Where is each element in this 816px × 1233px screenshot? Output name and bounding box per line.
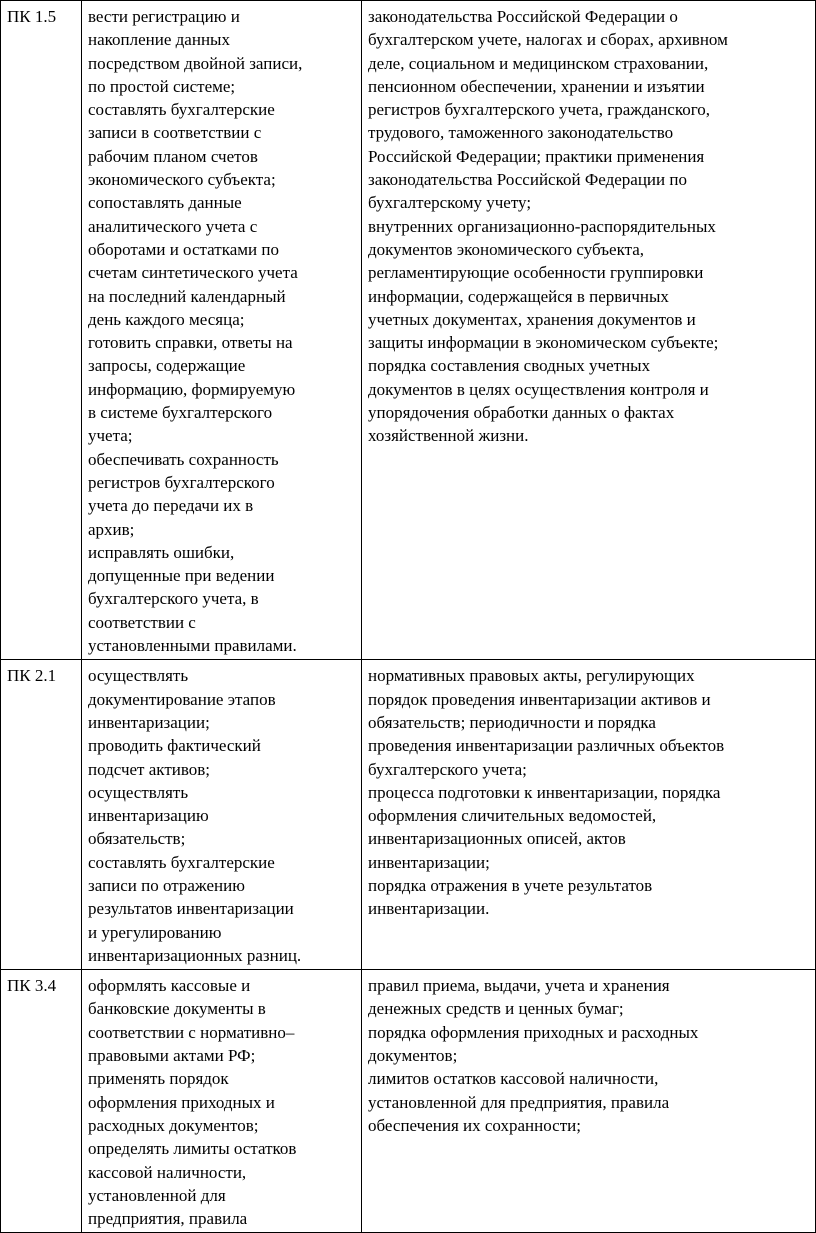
text-line: бухгалтерскому учету; — [368, 193, 532, 213]
text-line: порядка отражения в учете результатов — [368, 875, 653, 895]
text-line: Российской Федерации; практики применения — [368, 146, 705, 166]
text-line: допущенные при ведении — [88, 566, 275, 586]
competency-code: ПК 3.4 — [1, 970, 82, 1233]
competency-code: ПК 2.1 — [1, 660, 82, 970]
text-line: инвентаризации; — [88, 712, 210, 732]
text-line: документирование этапов — [88, 689, 276, 709]
text-line: оборотами и остатками по — [88, 239, 279, 259]
text-line: проводить фактический — [88, 736, 261, 756]
text-line: деле, социальном и медицинском страховании, — [368, 53, 709, 73]
text-line: банковские документы в — [88, 999, 266, 1019]
table-row — [1, 970, 816, 1233]
text-line: результатов инвентаризации — [88, 899, 294, 919]
text-line: по простой системе; — [88, 76, 236, 96]
text-line: порядка составления сводных учетных — [368, 356, 651, 376]
text-line: учета; — [88, 426, 133, 446]
text-line: обязательств; — [88, 829, 186, 849]
text-line: инвентаризационных разниц. — [88, 945, 302, 965]
text-line: подсчет активов; — [88, 759, 211, 779]
text-line: информацию, формируемую — [88, 379, 296, 399]
text-line: и урегулированию — [88, 922, 222, 942]
table-row — [1, 1, 816, 660]
text-line: пенсионном обеспечении, хранении и изъятии — [368, 76, 705, 96]
text-line: вести регистрацию и — [88, 7, 240, 26]
text-line: обязательств; периодичности и порядка — [368, 712, 656, 732]
text-line: день каждого месяца; — [88, 309, 245, 329]
text-line: оформлять кассовые и — [88, 976, 251, 996]
text-line: экономического субъекта; — [88, 170, 276, 190]
text-line: установленной для — [88, 1185, 226, 1205]
skills-cell — [82, 970, 362, 1233]
text-line: соответствии с — [88, 612, 196, 632]
text-line: составлять бухгалтерские — [88, 852, 275, 872]
text-line: посредством двойной записи, — [88, 53, 303, 73]
text-line: бухгалтерского учета; — [368, 759, 527, 779]
text-line: оформления приходных и — [88, 1092, 275, 1112]
text-line: защиты информации в экономическом субъекте; — [368, 333, 719, 353]
text-line: процесса подготовки к инвентаризации, порядка — [368, 782, 721, 802]
text-line: законодательства Российской Федерации о — [368, 7, 678, 26]
text-line: инвентаризации; — [368, 852, 490, 872]
text-line: бухгалтерском учете, налогах и сборах, архивном — [368, 30, 728, 50]
text-line: исправлять ошибки, — [88, 542, 235, 562]
knowledge-cell — [362, 1, 816, 660]
text-line: бухгалтерского учета, в — [88, 589, 259, 609]
text-line: применять порядок — [88, 1069, 229, 1089]
competency-code: ПК 1.5 — [1, 1, 82, 660]
text-line: денежных средств и ценных бумаг; — [368, 999, 624, 1019]
text-line: информации, содержащейся в первичных — [368, 286, 669, 306]
text-line: оформления сличительных ведомостей, — [368, 806, 657, 826]
text-line: нормативных правовых акты, регулирующих — [368, 666, 695, 686]
table-row — [1, 660, 816, 970]
text-line: определять лимиты остатков — [88, 1139, 297, 1159]
knowledge-cell — [362, 970, 816, 1233]
text-line: запросы, содержащие — [88, 356, 246, 376]
text-line: накопление данных — [88, 30, 230, 50]
text-line: архив; — [88, 519, 135, 539]
text-line: записи по отражению — [88, 875, 245, 895]
text-line: регистров бухгалтерского — [88, 472, 275, 492]
text-line: регистров бухгалтерского учета, гражданского, — [368, 100, 711, 120]
skills-cell — [82, 660, 362, 970]
text-line: обеспечения их сохранности; — [368, 1115, 581, 1135]
text-line: записи в соответствии с — [88, 123, 262, 143]
text-line: аналитического учета с — [88, 216, 258, 236]
text-line: расходных документов; — [88, 1115, 259, 1135]
text-line: соответствии с нормативно– — [88, 1022, 295, 1042]
text-line: упорядочения обработки данных о фактах — [368, 403, 675, 423]
text-line: сопоставлять данные — [88, 193, 242, 213]
text-line: правовыми актами РФ; — [88, 1046, 256, 1066]
text-line: внутренних организационно-распорядительных — [368, 216, 716, 236]
text-line: на последний календарный — [88, 286, 286, 306]
text-line: предприятия, правила — [88, 1209, 248, 1229]
text-line: осуществлять — [88, 666, 189, 686]
text-line: готовить справки, ответы на — [88, 333, 293, 353]
text-line: хозяйственной жизни. — [368, 426, 529, 446]
text-line: рабочим планом счетов — [88, 146, 258, 166]
text-line: инвентаризационных описей, актов — [368, 829, 626, 849]
text-line: документов; — [368, 1046, 458, 1066]
text-line: инвентаризации. — [368, 899, 490, 919]
text-line: установленными правилами. — [88, 636, 297, 656]
text-line: проведения инвентаризации различных объектов — [368, 736, 725, 756]
text-line: лимитов остатков кассовой наличности, — [368, 1069, 659, 1089]
text-line: учета до передачи их в — [88, 496, 254, 516]
text-line: составлять бухгалтерские — [88, 100, 275, 120]
text-line: документов экономического субъекта, — [368, 239, 645, 259]
text-line: учетных документах, хранения документов и — [368, 309, 696, 329]
text-line: кассовой наличности, — [88, 1162, 247, 1182]
text-line: трудового, таможенного законодательство — [368, 123, 674, 143]
text-line: порядка оформления приходных и расходных — [368, 1022, 699, 1042]
text-line: документов в целях осуществления контроля и — [368, 379, 709, 399]
text-line: осуществлять — [88, 782, 189, 802]
text-line: регламентирующие особенности группировки — [368, 263, 704, 283]
text-line: инвентаризацию — [88, 806, 209, 826]
text-line: законодательства Российской Федерации по — [368, 170, 687, 190]
text-line: правил приема, выдачи, учета и хранения — [368, 976, 670, 996]
knowledge-cell — [362, 660, 816, 970]
text-line: счетам синтетического учета — [88, 263, 298, 283]
text-line: в системе бухгалтерского — [88, 403, 273, 423]
text-line: обеспечивать сохранность — [88, 449, 279, 469]
text-line: установленной для предприятия, правила — [368, 1092, 670, 1112]
text-line: порядок проведения инвентаризации активов и — [368, 689, 711, 709]
skills-cell — [82, 1, 362, 660]
